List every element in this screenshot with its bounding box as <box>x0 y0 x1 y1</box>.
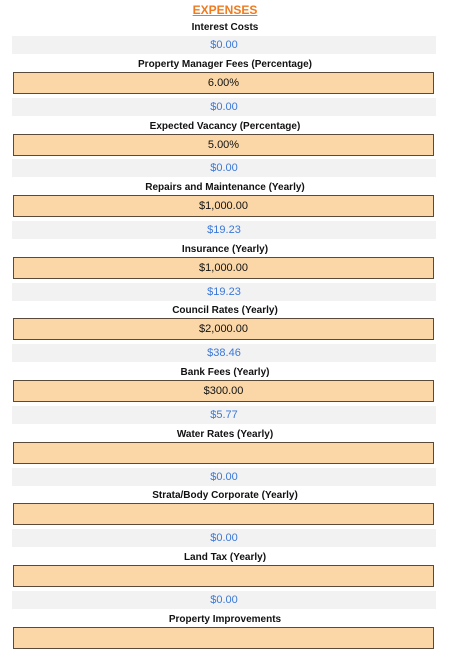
expected-vacancy-value: $0.00 <box>12 159 436 177</box>
council-rates-input[interactable]: $2,000.00 <box>13 318 434 340</box>
property-manager-fees-label: Property Manager Fees (Percentage) <box>138 59 312 70</box>
strata-body-corporate-value: $0.00 <box>12 529 436 547</box>
bank-fees-label: Bank Fees (Yearly) <box>180 367 270 378</box>
property-improvements-input[interactable] <box>13 627 434 649</box>
water-rates-value: $0.00 <box>12 468 436 486</box>
water-rates-input[interactable] <box>13 442 434 464</box>
interest-costs-value: $0.00 <box>12 36 436 54</box>
repairs-maintenance-input[interactable]: $1,000.00 <box>13 195 434 217</box>
strata-body-corporate-input[interactable] <box>13 503 434 525</box>
property-manager-fees-value: $0.00 <box>12 98 436 116</box>
bank-fees-value: $5.77 <box>12 406 436 424</box>
council-rates-label: Council Rates (Yearly) <box>172 305 278 316</box>
strata-body-corporate-label: Strata/Body Corporate (Yearly) <box>152 490 298 501</box>
insurance-input[interactable]: $1,000.00 <box>13 257 434 279</box>
repairs-maintenance-value: $19.23 <box>12 221 436 239</box>
expected-vacancy-label: Expected Vacancy (Percentage) <box>149 121 301 132</box>
property-manager-fees-input[interactable]: 6.00% <box>13 72 434 94</box>
land-tax-value: $0.00 <box>12 591 436 609</box>
property-improvements-label: Property Improvements <box>168 614 282 625</box>
interest-costs-label: Interest Costs <box>191 22 259 33</box>
repairs-maintenance-label: Repairs and Maintenance (Yearly) <box>145 182 305 193</box>
bank-fees-input[interactable]: $300.00 <box>13 380 434 402</box>
section-title: EXPENSES <box>192 3 258 17</box>
council-rates-value: $38.46 <box>12 344 436 362</box>
expected-vacancy-input[interactable]: 5.00% <box>13 134 434 156</box>
water-rates-label: Water Rates (Yearly) <box>176 429 274 440</box>
land-tax-input[interactable] <box>13 565 434 587</box>
insurance-value: $19.23 <box>12 283 436 301</box>
land-tax-label: Land Tax (Yearly) <box>183 552 267 563</box>
insurance-label: Insurance (Yearly) <box>181 244 269 255</box>
